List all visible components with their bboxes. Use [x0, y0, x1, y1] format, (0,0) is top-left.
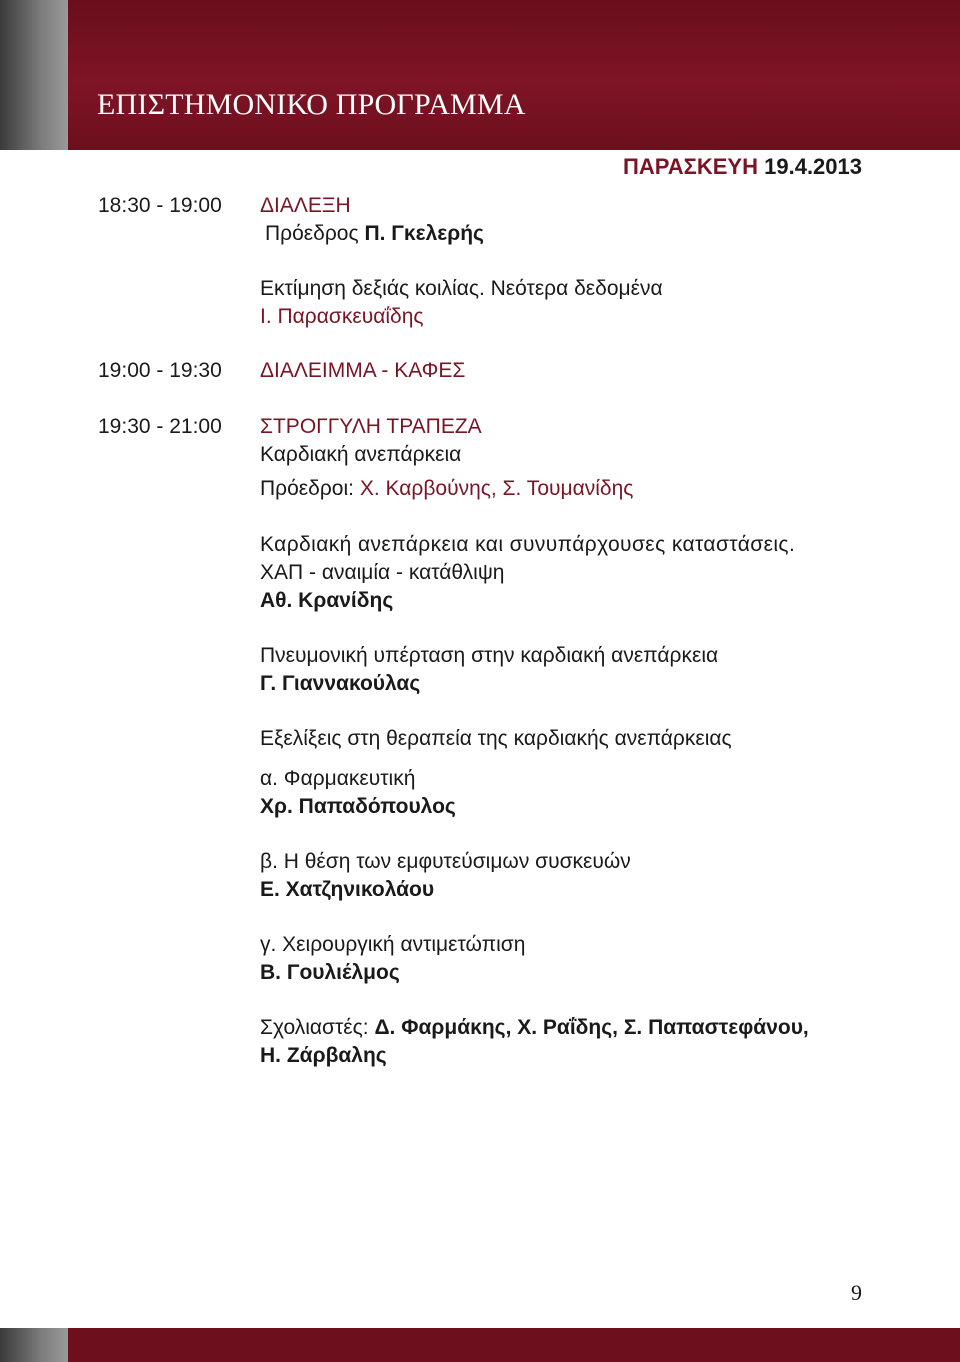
talk1-title-line1: Καρδιακή ανεπάρκεια και συνυπάρχουσες καταστάσεις. [260, 533, 796, 556]
lecture-title: ΔΙΑΛΕΞΗ [260, 194, 351, 217]
page-title: ΕΠΙΣΤΗΜΟΝΙΚΟ ΠΡΟΓΡΑΜΜΑ [97, 88, 526, 121]
talk3c-speaker: Β. Γουλιέλμος [260, 961, 400, 984]
lecture-speaker: Ι. Παρασκευαΐδης [260, 305, 424, 328]
roundtable-chairs-names: Χ. Καρβούνης, Σ. Τουμανίδης [359, 477, 634, 500]
talk3c-title: γ. Χειρουργική αντιμετώπιση [260, 933, 526, 956]
talk3b-title: β. Η θέση των εμφυτεύσιμων συσκευών [260, 850, 631, 873]
commentators-names-line1: Δ. Φαρμάκης, Χ. Ραΐδης, Σ. Παπαστεφάνου, [374, 1016, 809, 1039]
commentators [260, 1014, 809, 1042]
break-time: 19:00 - 19:30 [98, 359, 222, 382]
date-day: ΠΑΡΑΣΚΕΥΗ [622, 154, 758, 179]
talk1-speaker: Αθ. Κρανίδης [260, 589, 394, 612]
page-number: 9 [851, 1280, 862, 1305]
talk2-title: Πνευμονική υπέρταση στην καρδιακή ανεπάρκεια [260, 644, 719, 667]
lecture-time: 18:30 - 19:00 [98, 194, 222, 217]
roundtable-chairs-label: Πρόεδροι: [260, 477, 354, 500]
lecture-chair [265, 220, 484, 248]
roundtable-time: 19:30 - 21:00 [98, 415, 222, 438]
header-band [0, 0, 960, 150]
lecture-chair-label: Πρόεδρος [265, 222, 359, 245]
date-value: 19.4.2013 [764, 154, 862, 179]
talk2-speaker: Γ. Γιαννακούλας [260, 672, 421, 695]
footer-gray-accent [0, 1328, 68, 1362]
session-date [623, 154, 862, 180]
talk3-title: Εξελίξεις στη θεραπεία της καρδιακής ανεπάρκειας [260, 727, 732, 750]
commentators-label: Σχολιαστές: [260, 1016, 369, 1039]
break-title: ΔΙΑΛΕΙΜΜΑ - ΚΑΦΕΣ [260, 359, 466, 382]
talk3b-speaker: Ε. Χατζηνικολάου [260, 878, 435, 901]
roundtable-chairs [260, 475, 633, 503]
roundtable-title: ΣΤΡΟΓΓΥΛΗ ΤΡΑΠΕΖΑ [260, 415, 482, 438]
footer-band [0, 1328, 960, 1362]
header-gray-accent [0, 0, 68, 150]
roundtable-subtitle: Καρδιακή ανεπάρκεια [260, 443, 462, 466]
commentators-names-line2: Η. Ζάρβαλης [260, 1044, 387, 1067]
talk3a-title: α. Φαρμακευτική [260, 767, 416, 790]
talk1-title-line2: ΧΑΠ - αναιμία - κατάθλιψη [260, 561, 505, 584]
talk3a-speaker: Χρ. Παπαδόπουλος [260, 795, 456, 818]
lecture-topic: Εκτίμηση δεξιάς κοιλίας. Νεότερα δεδομένα [260, 277, 663, 300]
lecture-chair-name: Π. Γκελερής [364, 222, 484, 245]
